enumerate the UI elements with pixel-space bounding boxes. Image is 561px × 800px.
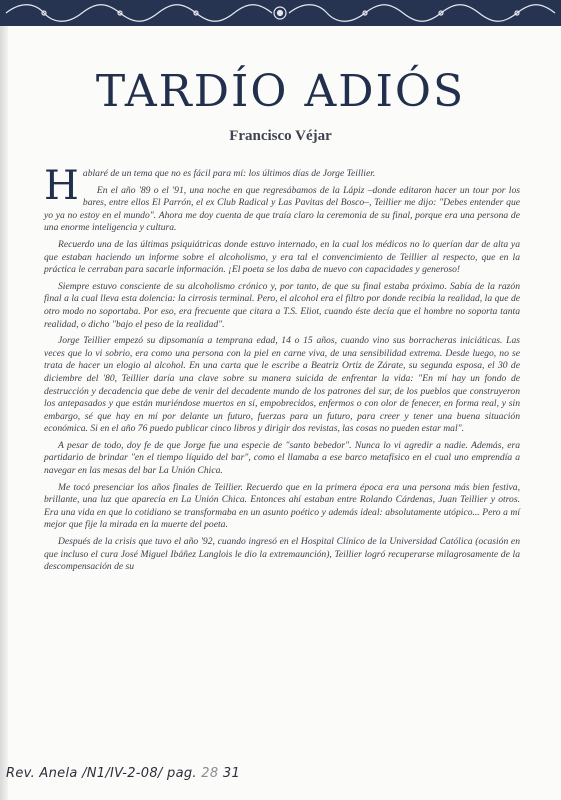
ornamental-border xyxy=(0,0,561,26)
article-paragraph: Recuerdo una de las últimas psiquiátricas donde estuvo internado, en la cual los médicos no lo querían dar de alta ya que estaban haciendo un informe sobre el alcoholismo, y era tal el convencimiento de Teillier al respecto, que en la práctica le cerraban para sacarle información. ¡El poeta se los daba de nuevo con capacidades y generoso! xyxy=(44,238,520,276)
page-stamp: 28 xyxy=(201,766,219,781)
handwritten-reference xyxy=(6,766,240,781)
ornament-scroll-icon xyxy=(0,0,561,26)
article-paragraph: Me tocó presenciar los años finales de Teillier. Recuerdo que en la primera época era una persona más bien festiva, brillante, una luz que aparecía en La Unión Chica. Entonces ahí estaban entre Rolando Cárdenas, Juan Teillier y otros. Era una vida en que lo cotidiano se transformaba en un asunto poético y además ideal: absolutamente utópico... Pero a mí mejor que fije la mirada en la muerte del poeta. xyxy=(44,481,520,531)
article-paragraph: Siempre estuvo consciente de su alcoholismo crónico y, por tanto, de que su final estaba próximo. Sabía de la razón final a la cual lleva esta dolencia: la cirrosis terminal. Pero, el alcohol era el filtro por donde recibía la realidad, la que de otro modo no soportaba. Por eso, era frecuente que citara a T.S. Eliot, cuando éste decía que el hombre no soporta tanta realidad, o dicho "bajo el peso de la realidad". xyxy=(44,280,520,330)
reference-pages-end: 31 xyxy=(222,766,241,781)
article-author: Francisco Véjar xyxy=(229,128,332,144)
paragraph-text: ablaré de un tema que no es fácil para mí: los últimos días de Jorge Teillier. xyxy=(82,168,376,179)
article-title: TARDÍO ADIÓS xyxy=(95,66,466,117)
article-paragraph: Jorge Teillier empezó su dipsomanía a temprana edad, 14 o 15 años, cuando vino sus borracheras iniciáticas. Las veces que lo vi sobrio, era como una persona con la piel en carne viva, de una sensibilidad extrema. Desde luego, no se trata de hacer un elogio al alcohol. En una carta que le escribe a Beatriz Ortiz de Zárate, su segunda esposa, el 30 de diciembre del '80, Teillier daría una clave sobre su manera suicida de enfrentar la vida: "En mí hay un fondo de destrucción y decadencia que debe de venir del decadente mundo de los patrones del sur, de los pueblos que construyeron los antepasados y que están muriéndose muertos en sí, empobrecidos, enfermos o con olor de fenecer, en forma real, y sin embargo, sé que hay en mí por delante un futuro, fuerzas para un futuro, para creer y tener una buena situación económica. Si en el año 76 puedo publicar cinco libros y dirigir dos revistas, las cosas no pueden estar mal". xyxy=(44,335,520,435)
reference-pages-label: pag. xyxy=(167,766,197,781)
article-paragraph: En el año '89 o el '91, una noche en que regresábamos de la Lápiz –donde editaron hacer un tour por los bares, entre ellos El Parrón, el ex Club Radical y Las Pavitas del Bosco–, Teillier me dijo: "Debes entender que yo ya no estoy en el mundo". Ahora me doy cuenta de que traía claro la ceremonia de su final, porque era una persona de una enorme inteligencia y cultura. xyxy=(44,184,520,234)
article-paragraph: A pesar de todo, doy fe de que Jorge fue una especie de "santo bebedor". Nunca lo vi agredir a nadie. Además, era partidario de brindar "en el tiempo líquido del bar", como el llamaba a ese barco metafísico en el cual uno emprendía a navegar en las mesas del bar La Unión Chica. xyxy=(44,439,520,477)
drop-cap: H xyxy=(44,163,79,209)
reference-source: Rev. Anela /N1/IV-2-08/ xyxy=(6,766,163,781)
article-paragraph: Después de la crisis que tuvo el año '92, cuando ingresó en el Hospital Clínico de la Universidad Católica (ocasión en que incluso el cura José Miguel Ibáñez Langlois le dio la extremaunción), Teillier logró recuperarse milagrosamente de la descompensación de su xyxy=(44,536,520,573)
article-body xyxy=(44,163,520,578)
page-edge xyxy=(0,0,8,800)
